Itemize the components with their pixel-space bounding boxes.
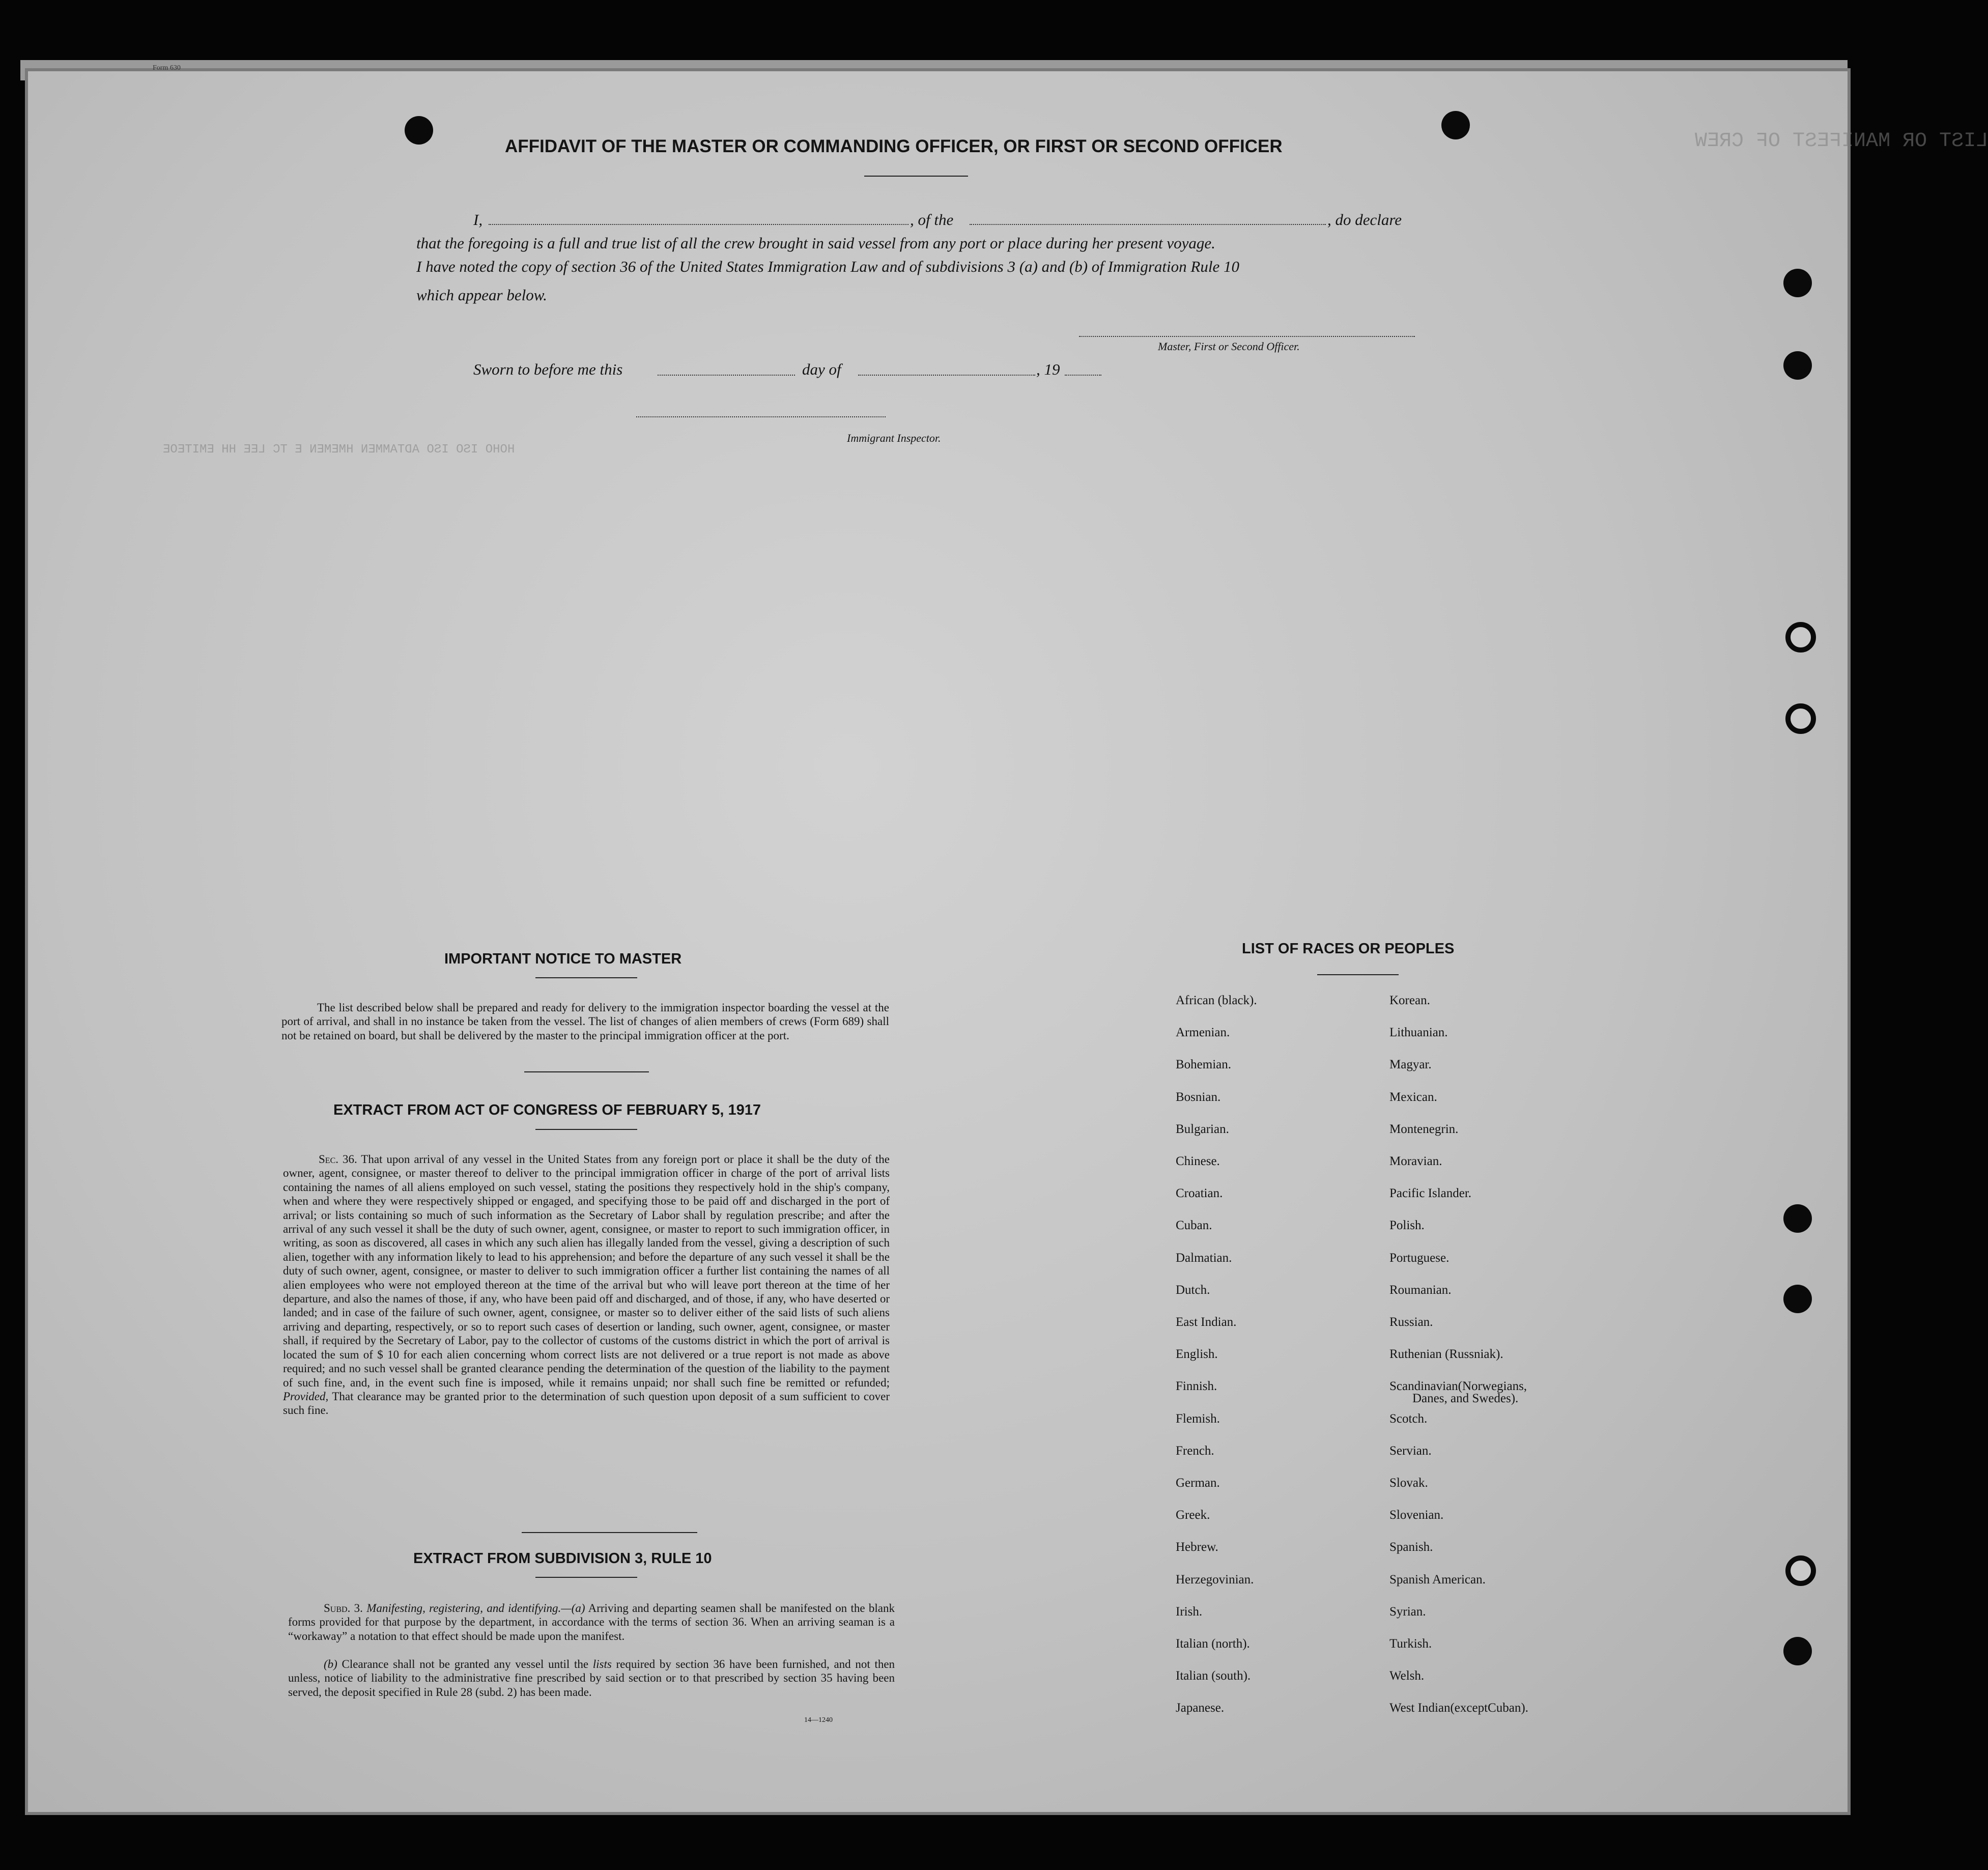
manifest-sheet xyxy=(28,71,1848,1812)
master-caption: Master, First or Second Officer. xyxy=(1158,340,1300,353)
rule-b-text-1: Clearance shall not be granted any vessel until the xyxy=(342,1658,589,1670)
affidavit-line1-b: , of the xyxy=(910,211,954,229)
race-item: Russian. xyxy=(1389,1315,1433,1329)
act-text: That upon arrival of any vessel in the United States from any foreign port or place it shall be the duty of the owner, agent, consignee, or master thereof to deliver to the principal immigration officer in charge of the port of arrival lists containing the names of all aliens employed on such vessel, stating the positions they respectively hold in the ship's company, when and where they were respectively shipped or engaged, and specifying those to be paid off and discharged in the port of arrival; or lists containing so much of such information as the Secretary of Labor shall by regulation prescribe; and after the arrival of any such vessel it shall be the duty of such owner, agent, consignee, or master to report to such immigration officer, in writing, as soon as discovered, all cases in which any such alien has illegally landed from the vessel, giving a description of such alien, together with any information likely to lead to his apprehension; and before the departure of any such vessel it shall be the duty of such owner, agent, consignee, or master to deliver to such immigration officer a further list containing the names of all alien employees who were not employed thereon at the time of the arrival but who will leave port thereon at the time of her departure, and also the names of those, if any, who have been paid off and discharged, and of those, if any, who have deserted or landed; and in case of the failure of such owner, agent, consignee, or master so to deliver either of the said lists of such aliens arriving and departing, respectively, or so to report such cases of desertion or landing, such owner, agent, consignee, or master shall, if required by the Secretary of Labor, pay to the collector of customs of the customs district in which the port of arrival is located the sum of $ 10 for each alien concerning whom correct lists are not delivered or a true report is not made as above required; and no such vessel shall be granted clearance pending the determination of the question of the liability to the payment of such fine, and, in the event such fine is imposed, while it remains unpaid; nor shall such fine be remitted or refunded; xyxy=(283,1153,890,1389)
race-item: Montenegrin. xyxy=(1389,1122,1459,1136)
punch-hole xyxy=(1783,1285,1812,1313)
print-code: 14—1240 xyxy=(804,1716,833,1724)
act-rule xyxy=(535,1129,637,1130)
race-item: Mexican. xyxy=(1389,1090,1437,1104)
race-item: Magyar. xyxy=(1389,1058,1432,1072)
race-item: German. xyxy=(1176,1476,1220,1490)
affidavit-title: AFFIDAVIT OF THE MASTER OR COMMANDING OFFICER, OR FIRST OR SECOND OFFICER xyxy=(505,136,1283,156)
race-item: French. xyxy=(1176,1443,1214,1458)
affidavit-line2: that the foregoing is a full and true list of all the crew brought in said vessel from any port or place during her present voyage. xyxy=(416,234,1215,252)
race-item: African (black). xyxy=(1176,994,1257,1007)
vessel-blank xyxy=(970,224,1326,225)
race-item: Bohemian. xyxy=(1176,1058,1232,1072)
rule-subd-label: Subd. 3. xyxy=(324,1602,363,1614)
race-item: Moravian. xyxy=(1389,1154,1442,1168)
race-item: Bosnian. xyxy=(1176,1090,1221,1104)
name-blank xyxy=(489,224,908,225)
act-title: EXTRACT FROM ACT OF CONGRESS OF FEBRUARY 5, 1917 xyxy=(333,1102,761,1118)
race-item: Greek. xyxy=(1176,1508,1210,1522)
punch-hole xyxy=(405,116,433,145)
master-signature-blank xyxy=(1079,336,1415,337)
rule-top-rule xyxy=(522,1532,697,1533)
race-item: Cuban. xyxy=(1176,1219,1212,1233)
inspector-caption: Immigrant Inspector. xyxy=(847,432,941,444)
race-item: Japanese. xyxy=(1176,1701,1225,1715)
race-item: Pacific Islander. xyxy=(1389,1186,1472,1201)
sworn-text-b: day of xyxy=(802,360,841,378)
race-item: Korean. xyxy=(1389,994,1430,1007)
race-item: Chinese. xyxy=(1176,1154,1220,1168)
form-number: Form 630 xyxy=(153,64,181,72)
race-item: Bulgarian. xyxy=(1176,1122,1229,1136)
rule-a-body xyxy=(288,1601,895,1643)
race-item: Syrian. xyxy=(1389,1604,1426,1619)
act-body xyxy=(283,1152,890,1418)
rule-a-text: Arriving and departing seamen shall be manifested on the blank forms provided for that purpose by the department, in accordance with the terms of section 36. When an arriving seaman is a “workaway” a notation to that effect should be made upon the manifest. xyxy=(288,1602,895,1642)
notice-rule xyxy=(535,977,637,978)
sworn-year-blank xyxy=(1065,375,1101,376)
race-item: Danes, and Swedes). xyxy=(1412,1392,1519,1406)
race-item: Scotch. xyxy=(1389,1411,1428,1426)
race-item: Slovenian. xyxy=(1389,1508,1444,1522)
race-item: Irish. xyxy=(1176,1604,1203,1619)
punch-hole xyxy=(1783,351,1812,380)
bleed-through-column-row: HOHO ISO ISO ADTAMMEN HMEMEN E TC LEE HH EMITEOE xyxy=(163,443,515,457)
punch-hole xyxy=(1785,703,1816,734)
inspector-signature-blank xyxy=(636,416,886,417)
race-item: Dutch. xyxy=(1176,1283,1210,1297)
act-top-rule xyxy=(524,1071,649,1072)
rule-title: EXTRACT FROM SUBDIVISION 3, RULE 10 xyxy=(413,1550,712,1567)
punch-hole xyxy=(1441,111,1470,139)
rule-b-body xyxy=(288,1657,895,1699)
act-sec-label: Sec. 36. xyxy=(319,1153,357,1166)
punch-hole xyxy=(1783,269,1812,297)
sworn-day-blank xyxy=(658,375,795,376)
punch-hole xyxy=(1783,1637,1812,1665)
punch-hole xyxy=(1783,1204,1812,1233)
affidavit-line3: I have noted the copy of section 36 of the United States Immigration Law and of subdivisions 3 (a) and (b) of Immigration Rule 10 xyxy=(416,258,1239,275)
punch-hole xyxy=(1785,1555,1816,1586)
affidavit-line4: which appear below. xyxy=(416,286,547,304)
sworn-text-a: Sworn to before me this xyxy=(473,360,623,378)
rule-b-text-2: required by section 36 have been furnished, and not then unless, notice of liability to the administrative fine prescribed by said section or to that prescribed by section 35 having been served, the deposit specified in Rule 28 (subd. 2) has been made. xyxy=(288,1658,895,1698)
race-item: Italian (south). xyxy=(1176,1669,1251,1683)
race-item: Scandinavian(Norwegians, xyxy=(1389,1379,1527,1394)
race-item: Dalmatian. xyxy=(1176,1251,1232,1265)
rule-subd-heading: Manifesting, registering, and identifying.—(a) xyxy=(366,1602,585,1614)
race-item: Servian. xyxy=(1389,1443,1432,1458)
race-item: Armenian. xyxy=(1176,1026,1230,1040)
race-item: Portuguese. xyxy=(1389,1251,1450,1265)
act-tail: That clearance may be granted prior to the determination of such question upon deposit of a sum sufficient to cover such fine. xyxy=(283,1390,890,1417)
affidavit-line1-a: I, xyxy=(473,211,483,229)
race-item: Ruthenian (Russniak). xyxy=(1389,1347,1503,1362)
bleed-through-heading: LIST OR MANIFEST OF CREW xyxy=(1695,130,1988,153)
race-item: East Indian. xyxy=(1176,1315,1237,1329)
rule-b-label: (b) xyxy=(324,1658,337,1670)
race-item: Spanish. xyxy=(1389,1540,1433,1554)
race-item: Polish. xyxy=(1389,1219,1425,1233)
rule-rule xyxy=(535,1577,637,1578)
race-item: Slovak. xyxy=(1389,1476,1428,1490)
races-rule xyxy=(1317,974,1399,975)
race-item: Turkish. xyxy=(1389,1637,1432,1651)
race-item: Herzegovinian. xyxy=(1176,1572,1254,1586)
punch-hole xyxy=(1785,622,1816,653)
sworn-text-c: , 19 xyxy=(1036,360,1060,378)
race-item: Roumanian. xyxy=(1389,1283,1452,1297)
races-title: LIST OF RACES OR PEOPLES xyxy=(1242,941,1455,957)
sworn-month-blank xyxy=(858,375,1035,376)
notice-title: IMPORTANT NOTICE TO MASTER xyxy=(444,951,682,967)
race-item: Welsh. xyxy=(1389,1669,1425,1683)
notice-body: The list described below shall be prepared and ready for delivery to the immigration inspector boarding the vessel at the port of arrival, and shall in no instance be taken from the vessel. The list of changes of alien members of crews (Form 689) shall not be retained on board, but shall be delivered by the master to the principal immigration officer at the port. xyxy=(281,1001,889,1042)
race-item: Finnish. xyxy=(1176,1379,1217,1394)
race-item: Spanish American. xyxy=(1389,1572,1486,1586)
race-item: Hebrew. xyxy=(1176,1540,1218,1554)
race-item: West Indian(exceptCuban). xyxy=(1389,1701,1528,1715)
race-item: Flemish. xyxy=(1176,1411,1220,1426)
race-item: Lithuanian. xyxy=(1389,1026,1448,1040)
race-item: Italian (north). xyxy=(1176,1637,1250,1651)
act-proviso: Provided, xyxy=(283,1390,329,1403)
race-item: Croatian. xyxy=(1176,1186,1223,1201)
affidavit-line1-c: , do declare xyxy=(1327,211,1402,229)
race-item: English. xyxy=(1176,1347,1218,1362)
title-rule xyxy=(864,176,968,177)
rule-b-lists: lists xyxy=(592,1658,612,1670)
